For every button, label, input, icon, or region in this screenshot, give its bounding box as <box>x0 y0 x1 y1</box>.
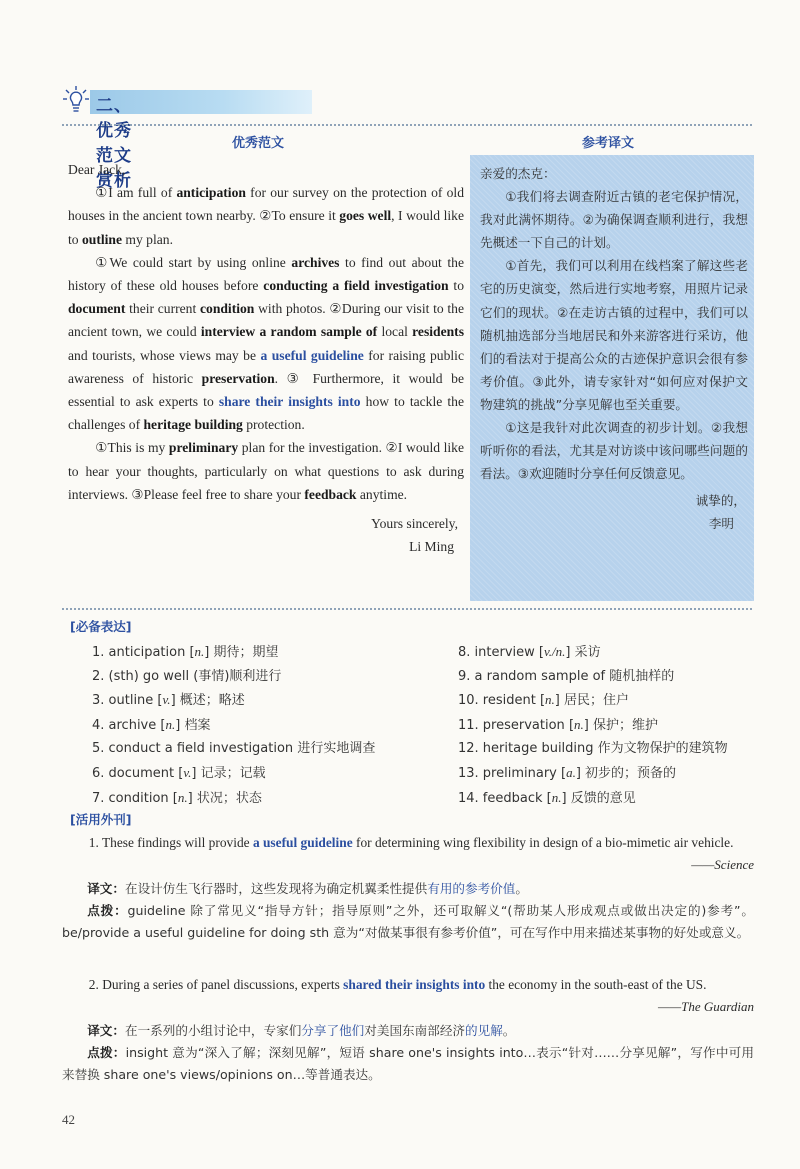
vocab-item: 12. heritage building 作为文物保护的建筑物 <box>458 741 728 757</box>
vocab-item: 4. archive [n.] 档案 <box>92 716 211 733</box>
example-1-source: ——Science <box>691 856 754 872</box>
vocab-item: 8. interview [v./n.] 采访 <box>458 644 601 660</box>
example-2-post: the economy in the south-east of the US. <box>485 977 707 992</box>
divider <box>62 124 752 126</box>
vocab-item: 1. anticipation [n.] 期待；期望 <box>92 644 279 660</box>
example-2-highlight: shared their insights into <box>343 977 486 992</box>
letter-closing: Yours sincerely, <box>371 516 458 532</box>
translation-column-title: 参考译文 <box>582 136 635 151</box>
examples-tag: [活用外刊] <box>70 812 132 827</box>
example-1 <box>62 832 754 875</box>
translation-salutation: 亲爱的杰克： <box>480 166 556 181</box>
page-number: 42 <box>62 1112 75 1127</box>
vocab-item: 5. conduct a field investigation 进行实地调查 <box>92 741 376 757</box>
lightbulb-icon <box>62 84 92 116</box>
example-1-post: for determining wing flexibility in design of a bio-mimetic air vehicle. <box>352 835 734 850</box>
translation-paragraph-2: ①首先，我们可以利用在线档案了解这些老宅的历史演变，然后进行实地考察，用照片记录它们的现状。②在走访古镇的过程中，我们可以随机抽选部分当地居民和外来游客进行采访，他们的看法对于提高公众的古迹保护意识会很有参考价值。③此外，请专家针对“如何应对保护文物建筑的挑战”分享见解也至关重要。 <box>480 258 748 412</box>
example-2-tip: 点拨：insight 意为“深入了解；深刻见解”，短语 share one's insights into…表示“针对……分享见解”，写作中可用来替换 share one's views/opinions on…等普通表达。 <box>62 1045 755 1082</box>
example-2-translation: 译文：在一系列的小组讨论中，专家们分享了他们对美国东南部经济的见解。 点拨：insight 意为“深入了解；深刻见解”，短语 share one's insights into…表示“针对……分享见解”，写作中可用来替换 share one's views/opinions on…等普通表达。 <box>62 1020 754 1086</box>
translation-paragraph-1: ①我们将去调查附近古镇的老宅保护情况，我对此满怀期待。②为确保调查顺利进行，我想先概述一下自己的计划。 <box>480 189 748 251</box>
example-1-highlight: a useful guideline <box>252 835 353 850</box>
letter-salutation: Dear Jack, <box>68 162 126 177</box>
vocab-item: 3. outline [v.] 概述；略述 <box>92 692 245 709</box>
translation-signature: 李明 <box>708 516 734 532</box>
example-2-pre: 2. During a series of panel discussions, experts <box>88 977 344 992</box>
translation-closing: 诚挚的， <box>695 493 746 509</box>
vocab-item: 6. document [v.] 记录；记载 <box>92 764 266 781</box>
vocab-item: 13. preliminary [a.] 初步的；预备的 <box>458 764 677 781</box>
vocab-item: 10. resident [n.] 居民；住户 <box>458 692 630 709</box>
letter-paragraph-3: ①This is my preliminary plan for the investigation. ②I would like to hear your thoughts, particularly on what questions to ask during interviews. ③Please feel free to share your feedback anytime. <box>68 440 464 502</box>
sample-letter <box>68 158 464 558</box>
letter-column-title: 优秀范文 <box>232 136 285 151</box>
letter-paragraph-1: ①I am full of anticipation for our survey on the protection of old houses in the ancient town nearby. ②To ensure it goes well, I would like to outline my plan. <box>68 185 464 247</box>
letter-signature: Li Ming <box>409 539 454 555</box>
example-1-tip: 点拨：guideline 除了常见义“指导方针；指导原则”之外，还可取解义“(帮助某人形成观点或做出决定的)参考”。be/provide a useful guideline for doing sth 意为“对做某事很有参考价值”，可在写作中用来描述某事物的好处或意义。 <box>62 903 755 940</box>
example-2-source: ——The Guardian <box>658 998 754 1014</box>
translation-text <box>480 162 748 536</box>
section-title: 二、优秀范文赏析 <box>96 96 132 191</box>
letter-paragraph-2: ①We could start by using online archives to find out about the history of these old houses before conducting a field investigation to document their current condition with photos. ②During our visit to the ancient town, we could interview a random sample of local residents and tourists, whose views may be a useful guideline for raising public awareness of historic preservation. ③ Furthermore, it would be essential to ask experts to share their insights into how to tackle the challenges of heritage building protection. <box>68 254 464 433</box>
example-2 <box>62 974 754 1017</box>
example-1-pre: 1. These findings will provide <box>88 835 253 850</box>
vocab-item: 9. a random sample of 随机抽样的 <box>458 668 675 684</box>
vocab-tag: [必备表达] <box>70 619 132 634</box>
vocab-item: 14. feedback [n.] 反馈的意见 <box>458 789 636 806</box>
vocab-item: 2. (sth) go well (事情)顺利进行 <box>92 668 282 684</box>
divider <box>62 608 752 610</box>
translation-paragraph-3: ①这是我针对此次调查的初步计划。②我想听听你的看法，尤其是对访谈中该问哪些问题的看法。③欢迎随时分享任何反馈意见。 <box>480 420 748 482</box>
vocab-list-right <box>458 640 728 810</box>
vocab-list-left <box>92 640 375 810</box>
vocab-item: 7. condition [n.] 状况；状态 <box>92 789 262 806</box>
example-1-translation: 译文：在设计仿生飞行器时，这些发现将为确定机翼柔性提供有用的参考价值。 点拨：guideline 除了常见义“指导方针；指导原则”之外，还可取解义“(帮助某人形成观点或做出决定的)参考”。be/provide a useful guideline for doing sth 意为“对做某事很有参考价值”，可在写作中用来描述某事物的好处或意义。 <box>62 878 754 944</box>
vocab-item: 11. preservation [n.] 保护；维护 <box>458 716 658 733</box>
